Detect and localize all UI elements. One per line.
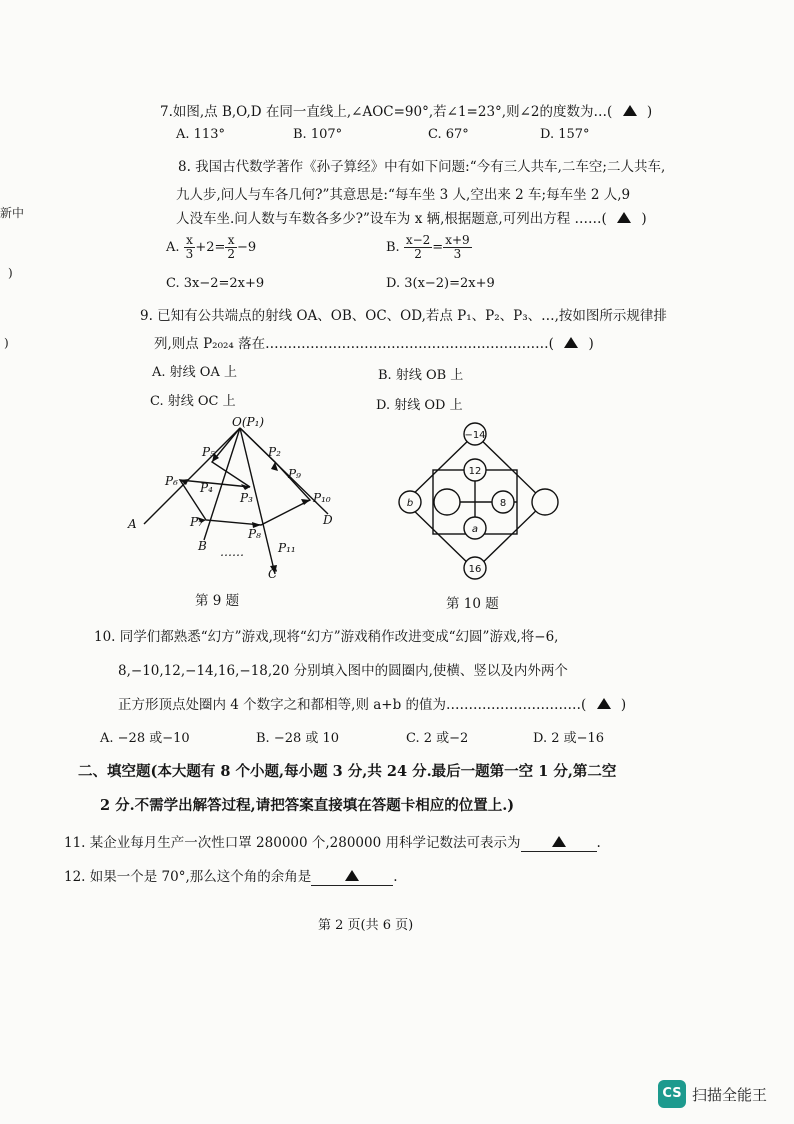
q7-option-c: C. 67°	[428, 127, 469, 142]
question-10-line2: 8,−10,12,−14,16,−18,20 分别填入图中的圆圈内,使横、竖以及内外两个	[118, 663, 568, 679]
q9-option-d: D. 射线 OD 上	[376, 398, 463, 413]
q7-option-a: A. 113°	[176, 127, 225, 142]
q8-option-a: A. $\frac{x}{3}$ +2= $\frac{x}{2}$ −9	[166, 233, 257, 261]
label-p4: P₄	[200, 481, 213, 495]
answer-triangle-icon	[597, 698, 611, 709]
label-b: B	[198, 539, 207, 553]
fraction: $\frac{x-2}{2}$	[405, 233, 431, 261]
edge-fragment: )	[4, 336, 9, 350]
label-p5: P₅	[202, 445, 215, 459]
answer-blank	[311, 869, 393, 886]
question-10-line3: 正方形顶点处圈内 4 个数字之和都相等,则 a+b 的值为…………………………( )	[118, 697, 627, 713]
circle-a: a	[471, 524, 479, 535]
q8-option-b: B. $\frac{x-2}{2}$ = $\frac{x+9}{3}$	[386, 233, 470, 261]
page-footer: 第 2 页(共 6 页)	[318, 918, 414, 933]
question-8-line2: 九人步,问人与车各几何?”其意思是:“每车坐 3 人,空出来 2 车;每车坐 2 人,9	[176, 187, 631, 203]
q10-option-d: D. 2 或−16	[533, 731, 605, 746]
label-p11: P₁₁	[278, 541, 296, 555]
label-a: A	[128, 517, 137, 531]
question-12: 12. 如果一个是 70°,那么这个角的余角是 .	[64, 869, 398, 885]
label-d: D	[323, 513, 333, 527]
answer-triangle-icon	[564, 337, 578, 348]
q9-option-a: A. 射线 OA 上	[152, 365, 237, 380]
question-10-line1: 10. 同学们都熟悉“幻方”游戏,现将“幻方”游戏稍作改进变成“幻圆”游戏,将−6,	[94, 629, 559, 645]
q10-option-b: B. −28 或 10	[256, 731, 340, 746]
q9-option-c: C. 射线 OC 上	[150, 394, 236, 409]
label-p6: P₆	[165, 474, 178, 488]
answer-triangle-icon	[552, 836, 566, 847]
edge-fragment: 新中	[0, 206, 25, 220]
label-o: O(P₁)	[232, 415, 265, 429]
q7-option-d: D. 157°	[540, 127, 590, 142]
question-9-line1: 9. 已知有公共端点的射线 OA、OB、OC、OD,若点 P₁、P₂、P₃、…,按如图所示规律排	[140, 308, 667, 324]
question-8-line3: 人没车坐.问人数与车数各多少?”设车为 x 辆,根据题意,可列出方程 ……( )	[176, 211, 647, 227]
label-c: C	[268, 567, 278, 581]
q10-option-a: A. −28 或−10	[100, 731, 190, 746]
fraction: $\frac{x+9}{3}$	[445, 233, 470, 261]
circle-inner-top: 12	[468, 466, 482, 477]
q8-option-c: C. 3x−2=2x+9	[166, 276, 265, 291]
circle-b: b	[406, 498, 414, 509]
answer-triangle-icon	[345, 870, 359, 881]
scanner-logo-icon: CS	[658, 1080, 686, 1108]
circle-bottom: 16	[468, 564, 482, 575]
edge-fragment: )	[8, 266, 13, 280]
section-2-heading: 二、填空题(本大题有 8 个小题,每小题 3 分,共 24 分.最后一题第一空 1 分,第二空	[78, 763, 617, 780]
label-p8: P₈	[248, 527, 261, 541]
label-p2: P₂	[268, 445, 281, 459]
question-9-line2: 列,则点 P₂₀₂₄ 落在………………………………………………………( )	[154, 336, 594, 352]
label-p9: P₉	[288, 467, 301, 481]
section-2-instructions: 2 分.不需学出解答过程,请把答案直接填在答题卡相应的位置上.)	[100, 797, 515, 814]
answer-triangle-icon	[623, 105, 637, 116]
label-p3: P₃	[240, 491, 253, 505]
q9-option-b: B. 射线 OB 上	[378, 368, 464, 383]
q7-option-b: B. 107°	[293, 127, 343, 142]
circle-inner-right: 8	[499, 498, 507, 509]
figure-10-caption: 第 10 题	[446, 596, 499, 612]
label-p7: P₇	[190, 515, 203, 529]
figure-9-rays-diagram	[120, 412, 350, 582]
answer-blank	[521, 835, 597, 852]
figure-10-magic-circle	[390, 418, 570, 588]
q8-option-d: D. 3(x−2)=2x+9	[386, 276, 495, 291]
label-dots: ……	[220, 545, 244, 559]
fraction: $\frac{x}{3}$	[185, 233, 194, 261]
question-8-line1: 8. 我国古代数学著作《孙子算经》中有如下问题:“今有三人共车,二车空;二人共车,	[178, 159, 666, 175]
question-11: 11. 某企业每月生产一次性口罩 280000 个,280000 用科学记数法可表示为 .	[64, 835, 601, 851]
answer-triangle-icon	[617, 212, 631, 223]
q10-option-c: C. 2 或−2	[406, 731, 469, 746]
circle-top: −14	[464, 430, 486, 441]
figure-9-caption: 第 9 题	[195, 593, 240, 609]
fraction: $\frac{x}{2}$	[227, 233, 236, 261]
label-p10: P₁₀	[313, 491, 331, 505]
scanner-app-name: 扫描全能王	[692, 1086, 768, 1104]
question-7-stem: 7.如图,点 B,O,D 在同一直线上,∠AOC=90°,若∠1=23°,则∠2的度数为…( )	[160, 104, 653, 120]
